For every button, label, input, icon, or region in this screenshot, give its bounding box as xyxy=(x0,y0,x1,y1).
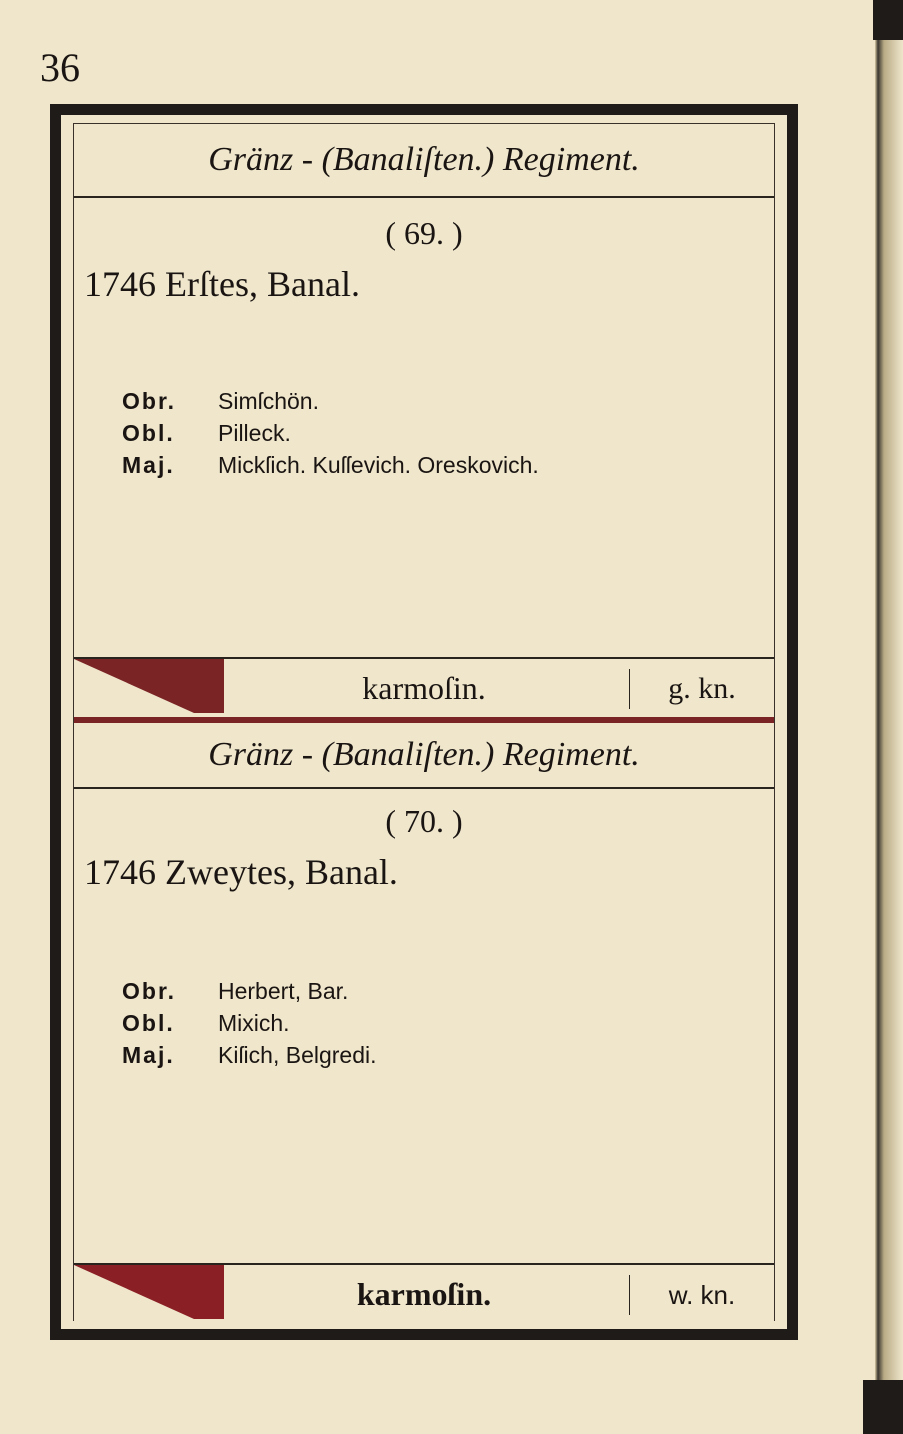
officer-rank: Obl. xyxy=(122,1010,175,1036)
officer-rank: Maj. xyxy=(122,452,175,478)
regiment-header: Gränz - (Banaliſten.) Regiment. xyxy=(74,723,774,789)
officer-row xyxy=(122,1007,377,1039)
binding-shadow-top xyxy=(873,0,903,40)
officer-list xyxy=(122,385,539,481)
regiment-number: ( 70. ) xyxy=(385,803,463,839)
officer-row xyxy=(122,1039,377,1071)
regiment-entry-69 xyxy=(74,123,774,719)
officer-names: Pilleck. xyxy=(218,420,291,446)
officer-names: Mixich. xyxy=(218,1010,290,1036)
officer-rank: Obr. xyxy=(122,978,177,1004)
facing-color-flag-icon xyxy=(74,657,224,713)
officer-row xyxy=(122,449,539,481)
page-number: 36 xyxy=(40,45,80,90)
regiment-number: ( 69. ) xyxy=(385,215,463,251)
officer-rank: Maj. xyxy=(122,1042,175,1068)
officer-row xyxy=(122,975,377,1007)
regiment-table-frame xyxy=(50,104,798,1340)
facing-color-flag-icon xyxy=(74,1263,224,1319)
officer-names: Kiſich, Belgredi. xyxy=(218,1042,377,1068)
facing-color-label: karmoſin. xyxy=(356,1276,492,1312)
officer-names: Mickſich. Kuſſevich. Oreskovich. xyxy=(218,452,539,478)
officer-row xyxy=(122,417,539,449)
regiment-header: Gränz - (Banaliſten.) Regiment. xyxy=(74,123,774,198)
officer-names: Herbert, Bar. xyxy=(218,978,349,1004)
book-binding-edge xyxy=(875,0,903,1434)
regiment-footer xyxy=(74,657,774,717)
button-color-label: g. kn. xyxy=(629,669,774,709)
officer-names: Simſchön. xyxy=(218,388,319,414)
officer-list xyxy=(122,975,377,1071)
officer-row xyxy=(122,385,539,417)
binding-shadow-bottom xyxy=(863,1380,903,1434)
regiment-title: 1746 Zweytes, Banal. xyxy=(84,852,398,892)
regiment-table-inner xyxy=(73,123,775,1321)
button-color-label: w. kn. xyxy=(629,1275,774,1315)
officer-rank: Obr. xyxy=(122,388,177,414)
facing-color-label: karmoſin. xyxy=(362,670,486,706)
officer-rank: Obl. xyxy=(122,420,175,446)
regiment-footer xyxy=(74,1263,774,1327)
regiment-entry-70 xyxy=(74,723,774,1335)
regiment-title: 1746 Erſtes, Banal. xyxy=(84,264,360,304)
